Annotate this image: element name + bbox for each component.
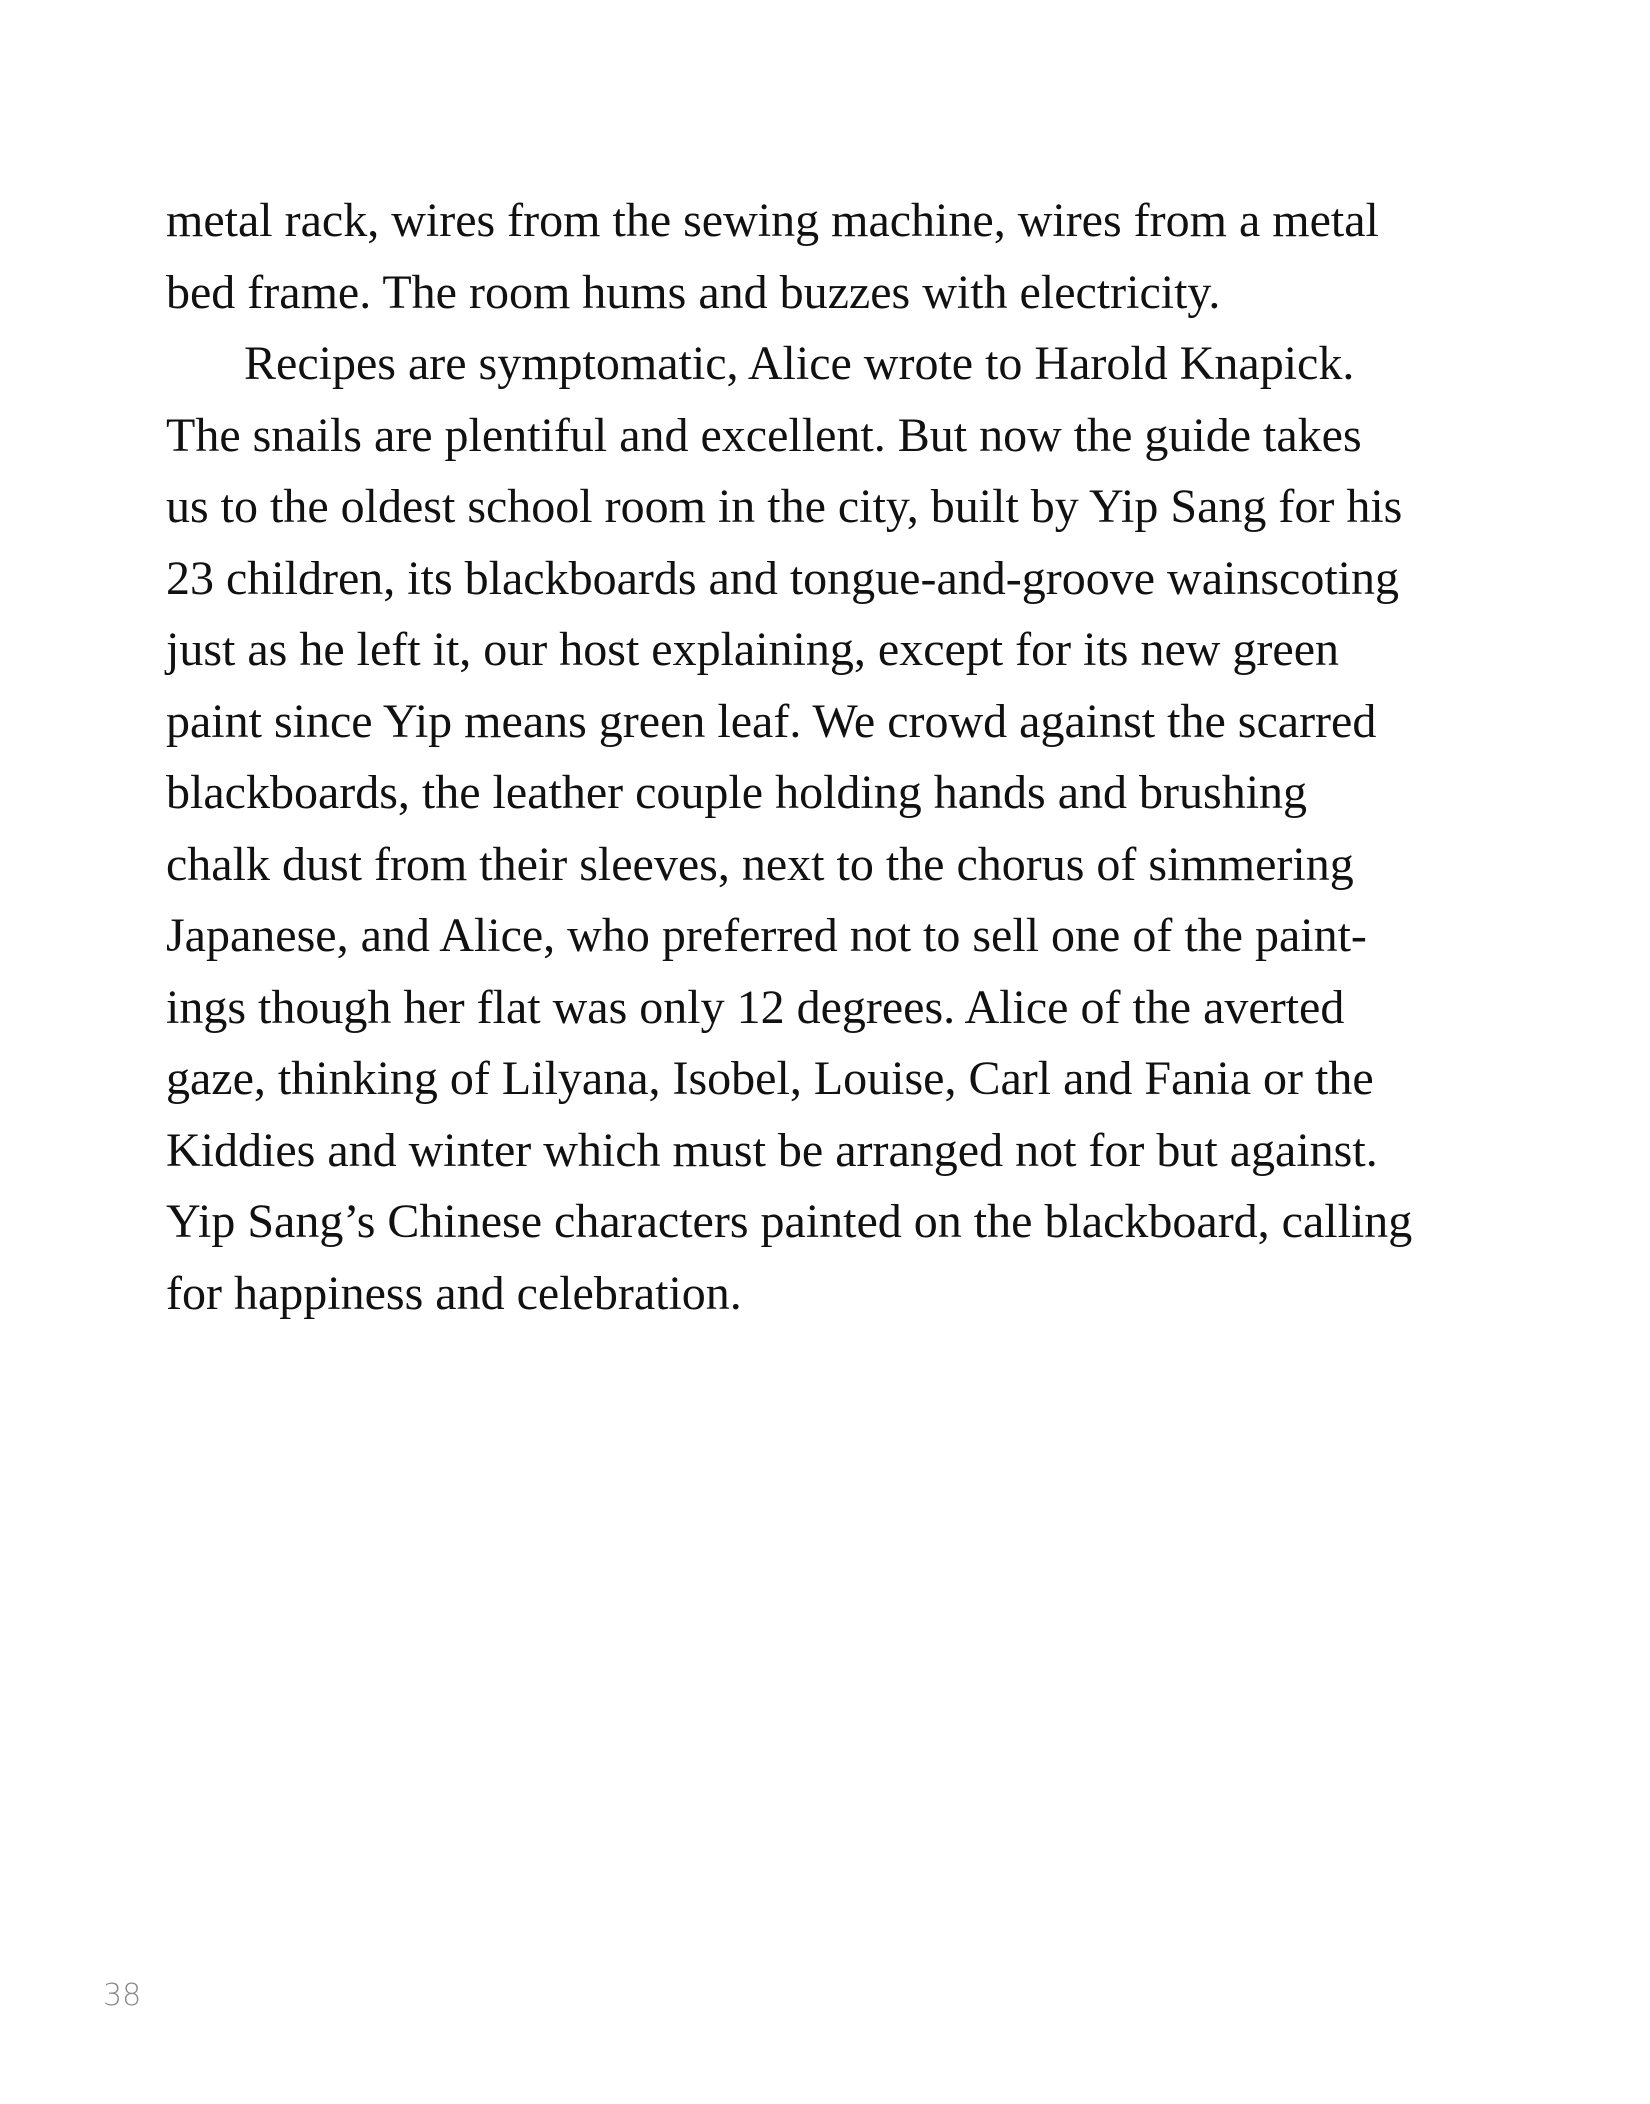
text-line: gaze, thinking of Lilyana, Isobel, Louise, Carl and Fania or the	[166, 1052, 1374, 1105]
text-line: Kiddies and winter which must be arranged not for but against.	[166, 1123, 1378, 1177]
page-number: 38	[103, 1978, 142, 2013]
text-line: for happiness and celebration.	[166, 1266, 742, 1320]
paragraph	[166, 328, 1526, 1329]
text-line: metal rack, wires from the sewing machine, wires from a metal	[166, 194, 1379, 247]
text-line: bed frame. The room hums and buzzes with electricity.	[166, 265, 1221, 319]
text-line: ings though her flat was only 12 degrees. Alice of the averted	[166, 980, 1345, 1034]
text-line: paint since Yip means green leaf. We crowd against the scarred	[166, 694, 1377, 748]
text-line: 23 children, its blackboards and tongue-and-groove wainscoting	[166, 551, 1399, 605]
text-line: blackboards, the leather couple holding hands and brushing	[166, 766, 1308, 819]
text-line: Yip Sang’s Chinese characters painted on the blackboard, calling	[166, 1195, 1413, 1248]
text-line: Japanese, and Alice, who preferred not to sell one of the paint-	[166, 909, 1367, 962]
body-text	[166, 185, 1526, 1329]
text-line: Recipes are symptomatic, Alice wrote to Harold Knapick.	[244, 337, 1355, 390]
text-line: us to the oldest school room in the city, built by Yip Sang for his	[166, 480, 1403, 533]
text-line: just as he left it, our host explaining, except for its new green	[166, 623, 1340, 676]
paragraph-continuation	[166, 185, 1526, 328]
text-line: chalk dust from their sleeves, next to the chorus of simmering	[166, 837, 1354, 891]
text-line: The snails are plentiful and excellent. But now the guide takes	[166, 408, 1362, 462]
